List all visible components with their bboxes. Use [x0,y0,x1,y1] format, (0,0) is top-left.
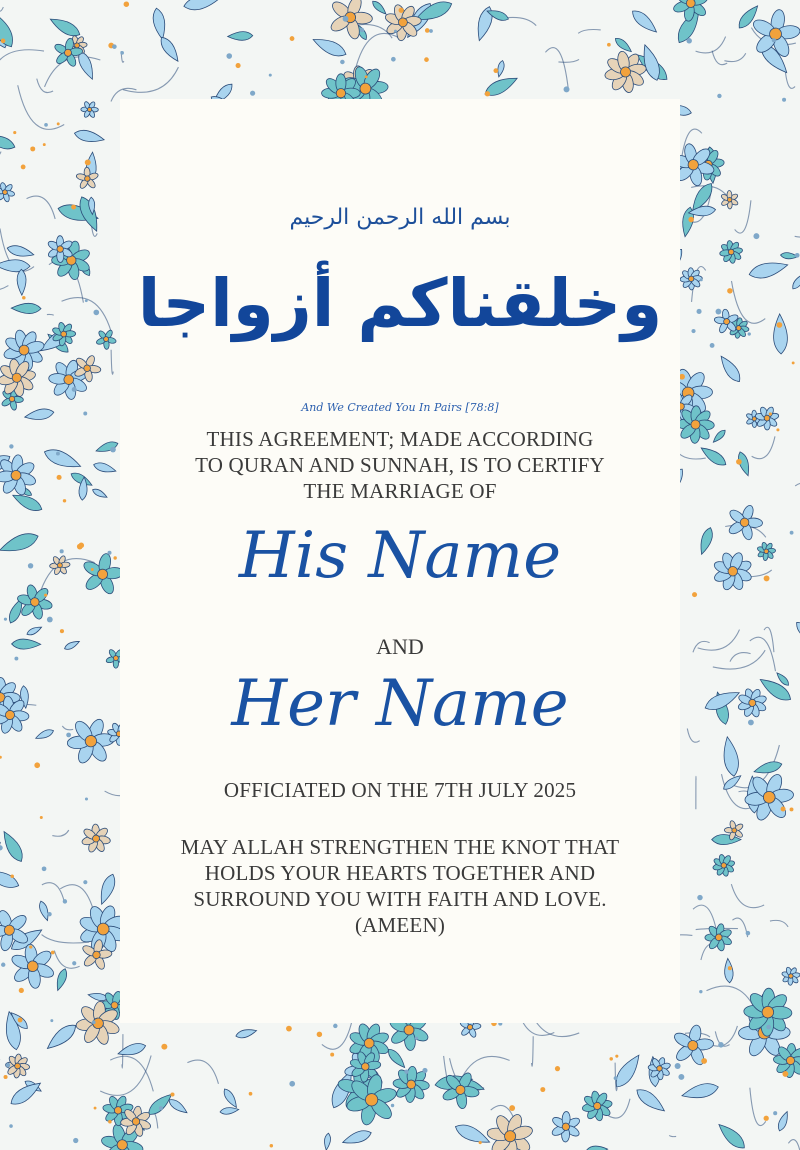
groom-name: His Name [238,519,562,593]
prayer-text [120,834,680,938]
prayer-line: SURROUND YOU WITH FAITH AND LOVE. [193,887,607,911]
quran-verse-arabic: وخلقناكم أزواجا [137,265,663,342]
intro-line: THIS AGREEMENT; MADE ACCORDING [206,427,594,451]
officiated-date: OFFICIATED ON THE 7TH JULY 2025 [223,778,577,802]
certificate-panel [120,99,680,1023]
prayer-line: HOLDS YOUR HEARTS TOGETHER AND [204,861,596,885]
prayer-line: (AMEEN) [354,913,446,937]
intro-line: THE MARRIAGE OF [303,479,497,503]
prayer-line: MAY ALLAH STRENGTHEN THE KNOT THAT [180,835,620,859]
intro-line: TO QURAN AND SUNNAH, IS TO CERTIFY [195,453,605,477]
bismillah-calligraphy: بسم الله الرحمن الرحيم [289,205,511,230]
and-conjunction: AND [376,634,424,659]
certificate-intro [120,426,680,504]
bride-name: Her Name [231,667,569,741]
quran-verse-translation: And We Created You In Pairs [78:8] [301,401,499,414]
